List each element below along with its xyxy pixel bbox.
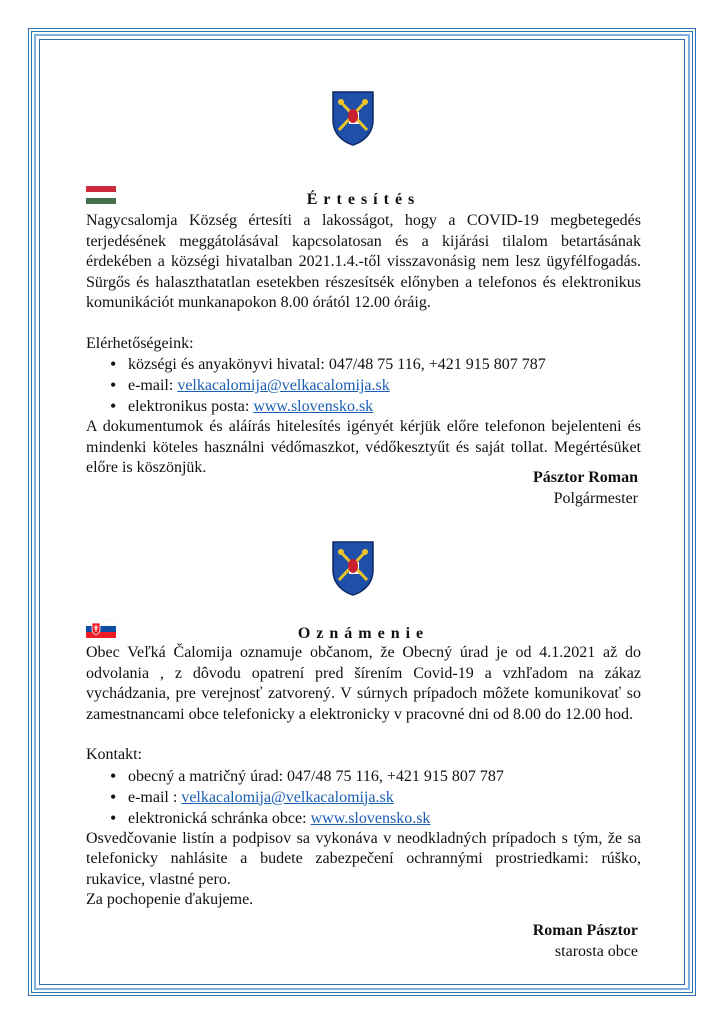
post-link-sk[interactable]: www.slovensko.sk	[310, 809, 431, 827]
heading-hu: Értesítés	[306, 191, 421, 208]
contacts-label-hu: Elérhetőségeink:	[86, 334, 194, 352]
contact-office-sk: obecný a matričný úrad: 047/48 75 116, +421 915 807 787	[128, 767, 504, 785]
post-label-sk: elektronická schránka obce:	[128, 809, 311, 827]
closing-hu: A dokumentumok és aláírás hitelesítés igényét kérjük előre telefonon bejelenteni és mindenki köteles használni védőmaszkot, védőkesztyűt és saját tollat. Megértésüket előre is köszönjük.	[86, 418, 641, 476]
email-label-sk: e-mail :	[128, 788, 182, 806]
section-sk	[86, 643, 641, 911]
contacts-list-hu	[86, 354, 641, 417]
contacts-label-sk: Kontakt:	[86, 746, 142, 763]
email-label-hu: e-mail:	[128, 377, 178, 394]
list-item	[110, 808, 641, 829]
signer-hu: Pásztor Roman	[532, 469, 638, 486]
signature-sk	[533, 920, 638, 962]
intro-hu: Nagycsalomja Község értesíti a lakosságot, hogy a COVID-19 megbetegedés terjedésének meggátolásával kapcsolatosan és a kijárási tilalom betartásának érdekében a községi hivatalban 2021.1.4.-től visszavonásig nem lesz ügyfélfogadás. Sürgős és halaszthatatlan esetekben részesítsék előnyben a telefonos és elektronikus komunikációt munkanapokon 8.00 órától 12.00 óráig.	[86, 212, 641, 311]
list-item	[110, 396, 641, 417]
signer-sk: Roman Pásztor	[532, 922, 638, 939]
signature-hu	[533, 467, 638, 509]
contact-office-hu: községi és anyakönyvi hivatal: 047/48 75 116, +421 915 807 787	[128, 356, 546, 373]
email-link-sk[interactable]: velkacalomija@velkacalomija.sk	[181, 788, 394, 806]
section-hu	[86, 211, 641, 479]
intro-sk: Obec Veľká Čalomija oznamuje občanom, že Obecný úrad je od 4.1.2021 až do odvolania , z dôvodu opatrení pred šírením Covid-19 a vzhľadom na zákaz vychádzania, pre verejnosť zatvorený. V súrnych prípadoch môžete komunikovať so zamestnancami obce telefonicky a elektronicky v pracovné dni od 8.00 do 12.00 hod.	[86, 644, 641, 723]
closing-sk: Osvedčovanie listín a podpisov sa vykonáva v neodkladných prípadoch s tým, že sa telefonicky nahlásite a budete zabezpečení ochrannými prostriedkami: rúško, rukavice, vlastné pero.	[86, 829, 641, 888]
coat-of-arms-icon	[331, 90, 375, 146]
closing2-sk: Za pochopenie ďakujeme.	[86, 891, 254, 908]
list-item	[110, 354, 641, 375]
coat-of-arms-icon	[331, 540, 375, 596]
list-item	[110, 787, 641, 808]
post-link-hu[interactable]: www.slovensko.sk	[253, 398, 374, 415]
list-item	[110, 766, 641, 787]
contacts-list-sk	[86, 766, 641, 829]
list-item	[110, 375, 641, 396]
heading-sk: Oznámenie	[297, 625, 430, 642]
post-label-hu: elektronikus posta:	[128, 398, 254, 415]
role-hu: Polgármester	[553, 490, 638, 507]
role-sk: starosta obce	[554, 943, 638, 960]
email-link-hu[interactable]: velkacalomija@velkacalomija.sk	[177, 377, 390, 394]
